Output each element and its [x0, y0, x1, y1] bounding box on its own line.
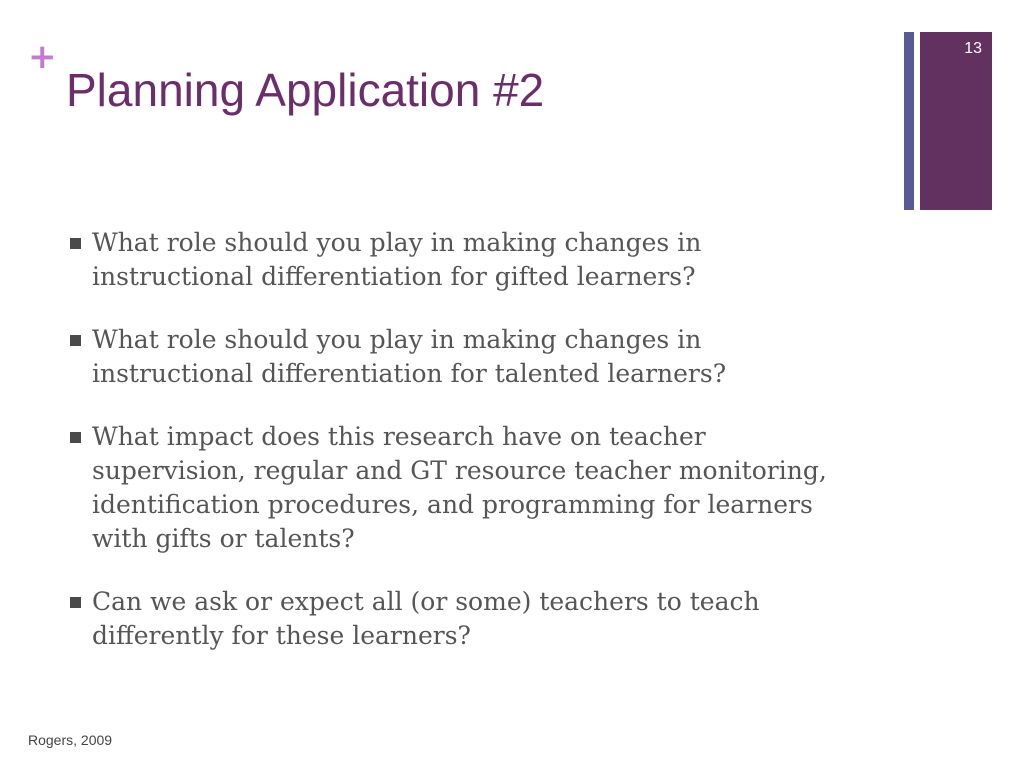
bullet-text: What role should you play in making changes in instructional differentiation for talented learners? — [92, 325, 727, 388]
bullet-square-icon — [70, 597, 81, 608]
slide-number: 13 — [964, 40, 982, 57]
plus-icon: + — [28, 37, 57, 77]
bullet-item — [66, 226, 866, 294]
slide-title: Planning Application #2 — [66, 64, 545, 116]
accent-bar — [904, 32, 914, 210]
bullet-item — [66, 323, 866, 391]
bullet-text: What role should you play in making changes in instructional differentiation for gifted learners? — [92, 228, 702, 291]
bullet-square-icon — [70, 335, 81, 346]
bullet-item — [66, 420, 866, 556]
slide-number-box — [920, 32, 992, 210]
bullet-list — [66, 226, 866, 682]
bullet-square-icon — [70, 238, 81, 249]
bullet-square-icon — [70, 432, 81, 443]
bullet-text: What impact does this research have on teacher supervision, regular and GT resource teacher monitoring, identification procedures, and programming for learners with gifts or talents? — [92, 422, 827, 553]
citation: Rogers, 2009 — [28, 732, 113, 748]
bullet-item — [66, 585, 866, 653]
bullet-text: Can we ask or expect all (or some) teachers to teach differently for these learners? — [92, 587, 760, 650]
